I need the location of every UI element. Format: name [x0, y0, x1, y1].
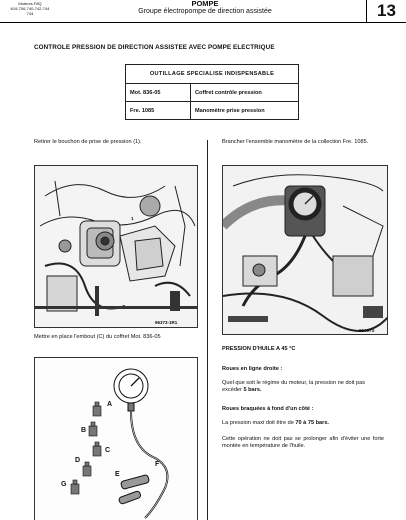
kit-letter-a: A: [107, 401, 113, 408]
kit-letter-g: G: [61, 481, 67, 488]
pressure-heading: PRESSION D'HUILE A 45 °C: [222, 346, 296, 352]
kit-letter-e: E: [115, 471, 120, 478]
straight-wheels-heading: Roues en ligne droite :: [222, 366, 283, 372]
page-title: POMPE: [191, 0, 219, 8]
full-lock-text: [222, 420, 384, 427]
tool-ref: Mot. 836-05: [126, 84, 191, 102]
kit-letter-c: C: [105, 447, 111, 454]
engine-code2: 744: [26, 11, 34, 16]
step-fit-adapter: Mettre en place l'embout (C) du coffret Mot. 836-05: [34, 334, 161, 340]
page-header: [120, 0, 290, 16]
tool-desc: Coffret contrôle pression: [191, 84, 299, 102]
kit-letter-d: D: [75, 457, 81, 464]
temperature-warning: Cette opération ne doit pas se prolonger afin d'éviter une forte montée en température de l'huile.: [222, 436, 384, 449]
step-connect-gauge: [222, 139, 382, 146]
lock-text: La pression maxi doit être de: [222, 420, 296, 426]
gauge-kit-drawing: [35, 358, 198, 520]
tool-desc: Manomètre prise pression: [191, 102, 299, 120]
engine-reference: [6, 1, 54, 16]
kit-letter-b: B: [81, 427, 87, 434]
engine-label: Moteurs F8Q: [18, 1, 42, 6]
table-row: [126, 84, 299, 102]
tooling-table: [125, 64, 299, 120]
kit-letter-f: F: [155, 461, 160, 468]
section-title: CONTROLE PRESSION DE DIRECTION ASSISTEE AVEC POMPE ELECTRIQUE: [34, 44, 275, 51]
tooling-heading: OUTILLAGE SPECIALISE INDISPENSABLE: [126, 65, 299, 84]
photo-reference: 96373-1R1: [155, 320, 178, 325]
callout-1: 1: [131, 216, 134, 221]
straight-wheels-text: [222, 380, 384, 394]
photo-reference: 96407S: [359, 328, 375, 333]
gauge-connected-illustration: [223, 166, 388, 335]
engine-bay-illustration: [35, 166, 198, 328]
engine-photo-gauge: [222, 165, 388, 335]
tool-ref: Fre. 1085: [126, 102, 191, 120]
page-subtitle: Groupe électropompe de direction assistée: [138, 8, 272, 15]
table-row: [126, 102, 299, 120]
pressure-kit-illustration: [34, 357, 198, 520]
column-divider: [207, 140, 208, 520]
tooling-header-row: [126, 65, 299, 84]
straight-text: Quel que soit le régime du moteur, la pression ne doit pas excéder: [222, 380, 366, 393]
step-connect-gauge-text: Brancher l'ensemble manomètre de la collection Fre. 1085.: [222, 139, 369, 145]
engine-codes: 619-706-740-742-744: [10, 6, 50, 11]
straight-limit: 5 bars.: [243, 387, 262, 393]
header-divider: [0, 22, 366, 23]
lock-limit: 70 à 75 bars.: [295, 420, 329, 426]
step-remove-plug: Retirer le bouchon de prise de pression (1).: [34, 139, 142, 145]
page-number: 13: [366, 0, 406, 23]
full-lock-heading: Roues braquées à fond d'un côté :: [222, 406, 314, 412]
engine-photo-plug: [34, 165, 198, 328]
